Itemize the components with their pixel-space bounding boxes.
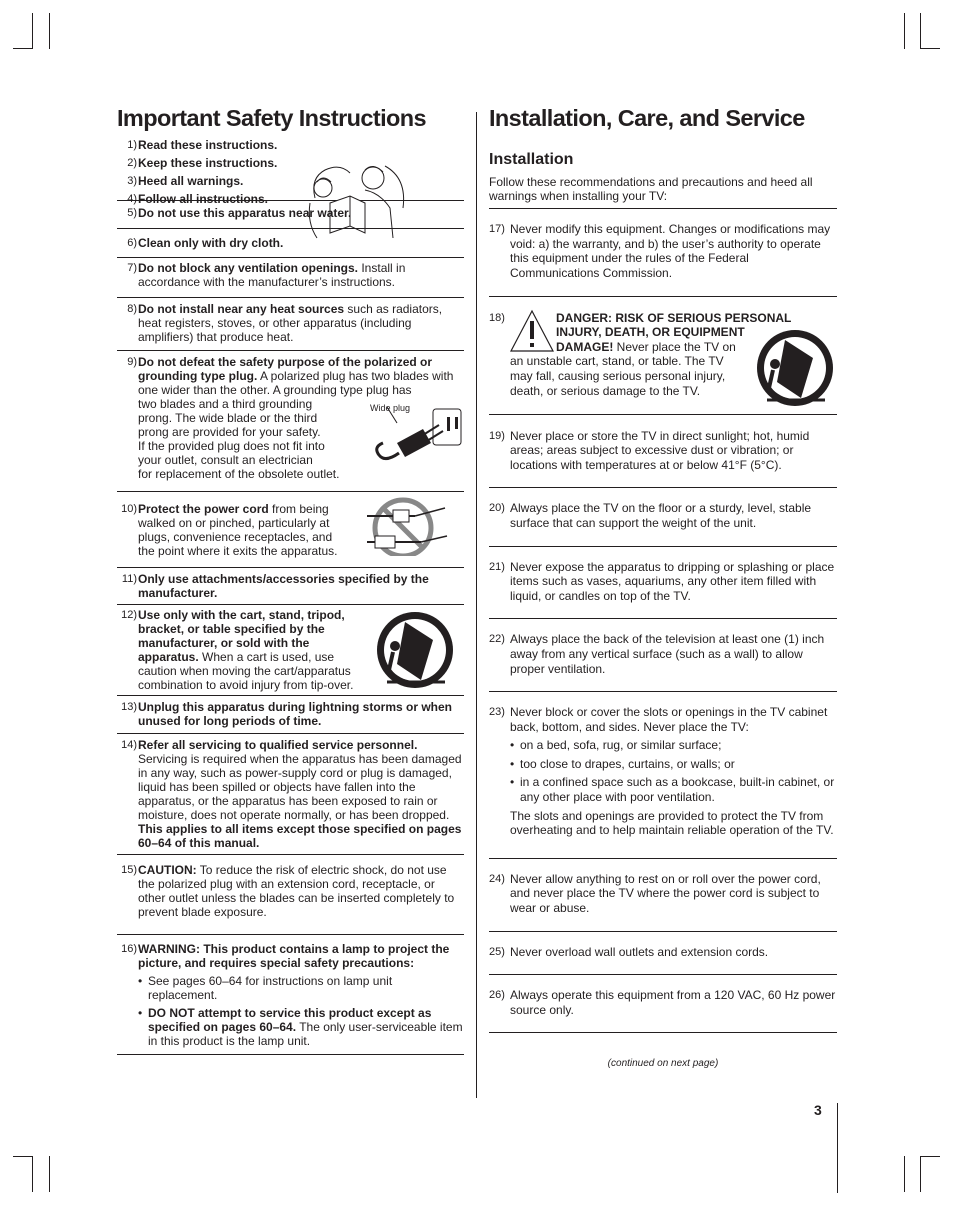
list-item bbox=[117, 734, 464, 855]
list-item bbox=[117, 258, 464, 298]
text-line: manufacturer, or sold with the bbox=[138, 636, 310, 651]
list-item bbox=[117, 605, 464, 696]
item-text: Read these instructions. bbox=[138, 138, 278, 153]
list-item bbox=[117, 696, 464, 734]
item-text: Clean only with dry cloth. bbox=[138, 236, 284, 251]
list-item bbox=[489, 297, 837, 415]
crop-mark bbox=[49, 13, 50, 49]
list-item bbox=[489, 975, 837, 1033]
text-line: If the provided plug does not fit into bbox=[138, 439, 325, 454]
list-item bbox=[117, 156, 464, 174]
text-line: two blades and a third grounding bbox=[138, 397, 313, 412]
item-number: 1) bbox=[127, 139, 137, 152]
item-number: 23) bbox=[489, 706, 505, 719]
list-item bbox=[117, 855, 464, 935]
bullet-item: • on a bed, sofa, rug, or similar surface; bbox=[510, 738, 837, 753]
text-line: INJURY, DEATH, OR EQUIPMENT bbox=[556, 325, 745, 340]
item-text: Never modify this equipment. Changes or modifications may void: a) the warranty, and b) the user’s authority to operate this equipment under the rules of the Federal Communications Commission. bbox=[510, 222, 831, 280]
item-text: Servicing is required when the apparatus has been damaged in any way, such as power-supply cord or plug is damaged, liquid has been spilled or objects have fallen into the apparatus, or the apparatus has been exposed to rain or moisture, does not operate normally, or has been dropped. bbox=[138, 752, 462, 823]
item-text: Never allow anything to rest on or roll over the power cord, and never place the TV where the power cord is subject to wear or abuse. bbox=[510, 871, 821, 916]
page-number-rule bbox=[837, 1103, 838, 1193]
list-item bbox=[117, 935, 464, 1055]
item-text: Always place the back of the television at least one (1) inch away from any vertical surface (such as a wall) to allow proper ventilation. bbox=[510, 632, 825, 676]
text-line: prong. The wide blade or the third bbox=[138, 411, 318, 426]
list-item bbox=[117, 492, 464, 568]
item-number: 26) bbox=[489, 989, 505, 1002]
item-text-bold: apparatus. bbox=[138, 650, 199, 665]
text-line: Use only with the cart, stand, tripod, bbox=[138, 608, 345, 623]
text-line: combination to avoid injury from tip-over. bbox=[138, 678, 354, 693]
item-number: 13) bbox=[121, 701, 137, 714]
section-title: Installation, Care, and Service bbox=[489, 105, 805, 131]
item-text: Install in accordance with the manufacturer’s instructions. bbox=[138, 261, 406, 290]
item-number: 3) bbox=[127, 175, 137, 188]
item-number: 18) bbox=[489, 311, 505, 324]
item-number: 22) bbox=[489, 633, 505, 646]
polarized-plug-illustration bbox=[367, 403, 467, 475]
text-line: caution when moving the cart/apparatus bbox=[138, 664, 351, 679]
item-number: 19) bbox=[489, 429, 505, 442]
safety-column bbox=[117, 104, 464, 1055]
list-item bbox=[489, 209, 837, 296]
item-text-bold: Refer all servicing to qualified service personnel. bbox=[138, 738, 418, 753]
item-text-bold: Protect the power cord bbox=[138, 502, 269, 517]
continued-note: (continued on next page) bbox=[607, 1058, 719, 1070]
cart-tipover-warning-icon bbox=[375, 610, 455, 690]
text-line: may fall, causing serious personal injury, bbox=[510, 368, 726, 383]
text-line: death, or serious damage to the TV. bbox=[510, 383, 701, 398]
item-number: 5) bbox=[127, 207, 137, 220]
item-number: 2) bbox=[127, 157, 137, 170]
list-item bbox=[489, 488, 837, 546]
bullet-item bbox=[138, 1006, 464, 1048]
list-item bbox=[117, 201, 464, 229]
item-text: Never expose the apparatus to dripping or splashing or place items such as vases, aquariums, any other item filled with liquid, or candles on top of the TV. bbox=[510, 559, 835, 603]
bullet-text-bold: DO NOT attempt to service this product except as specified on pages 60–64. bbox=[148, 1006, 432, 1035]
plug-label: Wide plug bbox=[370, 403, 411, 414]
item-number: 7) bbox=[127, 262, 137, 275]
item-text: A polarized plug has two blades with one wider than the other. A grounding type plug has bbox=[138, 369, 454, 398]
list-item bbox=[489, 547, 837, 620]
item-text: Unplug this apparatus during lightning storms or when unused for long periods of time. bbox=[138, 700, 452, 729]
crop-mark bbox=[920, 13, 921, 49]
list-item bbox=[117, 298, 464, 351]
item-number: 16) bbox=[121, 943, 137, 956]
item-text-bold: CAUTION: bbox=[138, 863, 197, 878]
list-item bbox=[489, 415, 837, 489]
list-item bbox=[117, 174, 464, 192]
bullet-item bbox=[138, 974, 464, 1002]
list-item bbox=[489, 619, 837, 692]
text-line: your outlet, consult an electrician bbox=[138, 453, 313, 468]
item-text: The slots and openings are provided to protect the TV from overheating and to help maintain reliable operation of the TV. bbox=[510, 808, 834, 838]
item-number: 14) bbox=[121, 739, 137, 752]
item-number: 9) bbox=[127, 356, 137, 369]
item-text: Follow all instructions. bbox=[138, 192, 269, 207]
text-line: bracket, or table specified by the bbox=[138, 622, 325, 637]
crop-mark bbox=[13, 1156, 33, 1157]
crop-mark bbox=[49, 1156, 50, 1192]
item-number: 20) bbox=[489, 502, 505, 515]
item-number: 25) bbox=[489, 945, 505, 958]
crop-mark bbox=[904, 1156, 905, 1192]
item-number: 6) bbox=[127, 237, 137, 250]
item-text: Keep these instructions. bbox=[138, 156, 278, 171]
item-text: When a cart is used, use bbox=[198, 650, 335, 665]
list-item bbox=[117, 132, 464, 207]
item-text: Never place the TV on bbox=[613, 339, 736, 354]
item-number: 15) bbox=[121, 864, 137, 877]
item-number: 17) bbox=[489, 223, 505, 236]
warning-triangle-icon bbox=[509, 309, 555, 353]
intro-text-content: Follow these recommendations and precautions and heed all warnings when installing your TV: bbox=[489, 175, 813, 204]
bullet-item: • too close to drapes, curtains, or walls; or bbox=[510, 757, 837, 772]
text-line: the point where it exits the apparatus. bbox=[138, 544, 338, 559]
bullet-list bbox=[510, 738, 837, 804]
item-text-bold: DAMAGE! bbox=[556, 339, 614, 354]
item-text: Never overload wall outlets and extension cords. bbox=[510, 944, 769, 959]
list-item bbox=[117, 229, 464, 258]
pinched-cord-prohibited-icon bbox=[365, 496, 449, 556]
crop-mark bbox=[920, 1156, 940, 1157]
text-line: plugs, convenience receptacles, and bbox=[138, 530, 333, 545]
list-item bbox=[489, 692, 837, 859]
item-text-bold: Do not defeat the safety purpose of the polarized or grounding type plug. bbox=[138, 355, 433, 384]
crop-mark bbox=[920, 1156, 921, 1192]
cart-tipover-warning-icon bbox=[755, 328, 835, 408]
item-number: 12) bbox=[121, 609, 137, 622]
item-text-bold: WARNING: This product contains a lamp to project the picture, and requires special safety precautions: bbox=[138, 942, 450, 971]
item-text: Do not use this apparatus near water. bbox=[138, 206, 352, 221]
item-text: Heed all warnings. bbox=[138, 174, 244, 189]
item-text: Never block or cover the slots or openings in the TV cabinet back, bottom, and sides. Never place the TV: bbox=[510, 705, 828, 734]
list-item bbox=[489, 932, 837, 976]
item-text: To reduce the risk of electric shock, do not use the polarized plug with an extension cord, receptacle, or other outlet unless the blades can be inserted completely to prevent blade exposure. bbox=[138, 863, 455, 920]
subsection-title: Installation bbox=[489, 151, 574, 169]
item-text: Always operate this equipment from a 120 VAC, 60 Hz power source only. bbox=[510, 988, 836, 1017]
crop-mark bbox=[32, 1156, 33, 1192]
text-line: DANGER: RISK OF SERIOUS PERSONAL bbox=[556, 310, 792, 325]
installation-column bbox=[489, 104, 837, 1069]
item-text-bold: Do not install near any heat sources bbox=[138, 302, 345, 317]
list-item bbox=[117, 138, 464, 156]
item-text: Only use attachments/accessories specified by the manufacturer. bbox=[138, 572, 429, 601]
item-text: Never place or store the TV in direct sunlight; hot, humid areas; areas subject to excessive dust or vibration; or locations with temperatures at or below 41°F (5°C). bbox=[510, 428, 810, 472]
bullet-text: See pages 60–64 for instructions on lamp unit replacement. bbox=[148, 974, 393, 1003]
bullet-item: • in a confined space such as a bookcase, built-in cabinet, or any other place with poor ventilation. bbox=[510, 775, 837, 804]
crop-mark bbox=[920, 48, 940, 49]
item-text-bold: Do not block any ventilation openings. bbox=[138, 261, 359, 276]
crop-mark bbox=[904, 13, 905, 49]
item-number: 8) bbox=[127, 303, 137, 316]
item-number: 10) bbox=[121, 503, 137, 516]
item-text: such as radiators, heat registers, stoves, or other apparatus (including amplifiers) that produce heat. bbox=[138, 302, 443, 345]
item-number: 4) bbox=[127, 193, 137, 206]
crop-mark bbox=[32, 13, 33, 49]
text-line: for replacement of the obsolete outlet. bbox=[138, 467, 340, 482]
item-text-bold: This applies to all items except those specified on pages 60–64 of this manual. bbox=[138, 822, 462, 851]
item-number: 11) bbox=[121, 573, 137, 586]
bullet-text: The only user-serviceable item in this product is the lamp unit. bbox=[148, 1020, 463, 1049]
column-divider bbox=[476, 112, 477, 1098]
text-line: prong are provided for your safety. bbox=[138, 425, 321, 440]
page-number: 3 bbox=[814, 1102, 822, 1118]
text-line: walked on or pinched, particularly at bbox=[138, 516, 330, 531]
list-item bbox=[489, 859, 837, 932]
item-text: Always place the TV on the floor or a sturdy, level, stable surface that can support the weight of the unit. bbox=[510, 501, 812, 530]
crop-mark bbox=[13, 48, 33, 49]
list-item bbox=[117, 568, 464, 605]
text-line: an unstable cart, stand, or table. The TV bbox=[510, 354, 724, 369]
list-item bbox=[117, 351, 464, 492]
item-text: from being bbox=[268, 502, 329, 517]
item-number: 24) bbox=[489, 872, 505, 885]
item-number: 21) bbox=[489, 560, 505, 573]
intro-text bbox=[489, 169, 837, 209]
page-title: Important Safety Instructions bbox=[117, 105, 427, 131]
